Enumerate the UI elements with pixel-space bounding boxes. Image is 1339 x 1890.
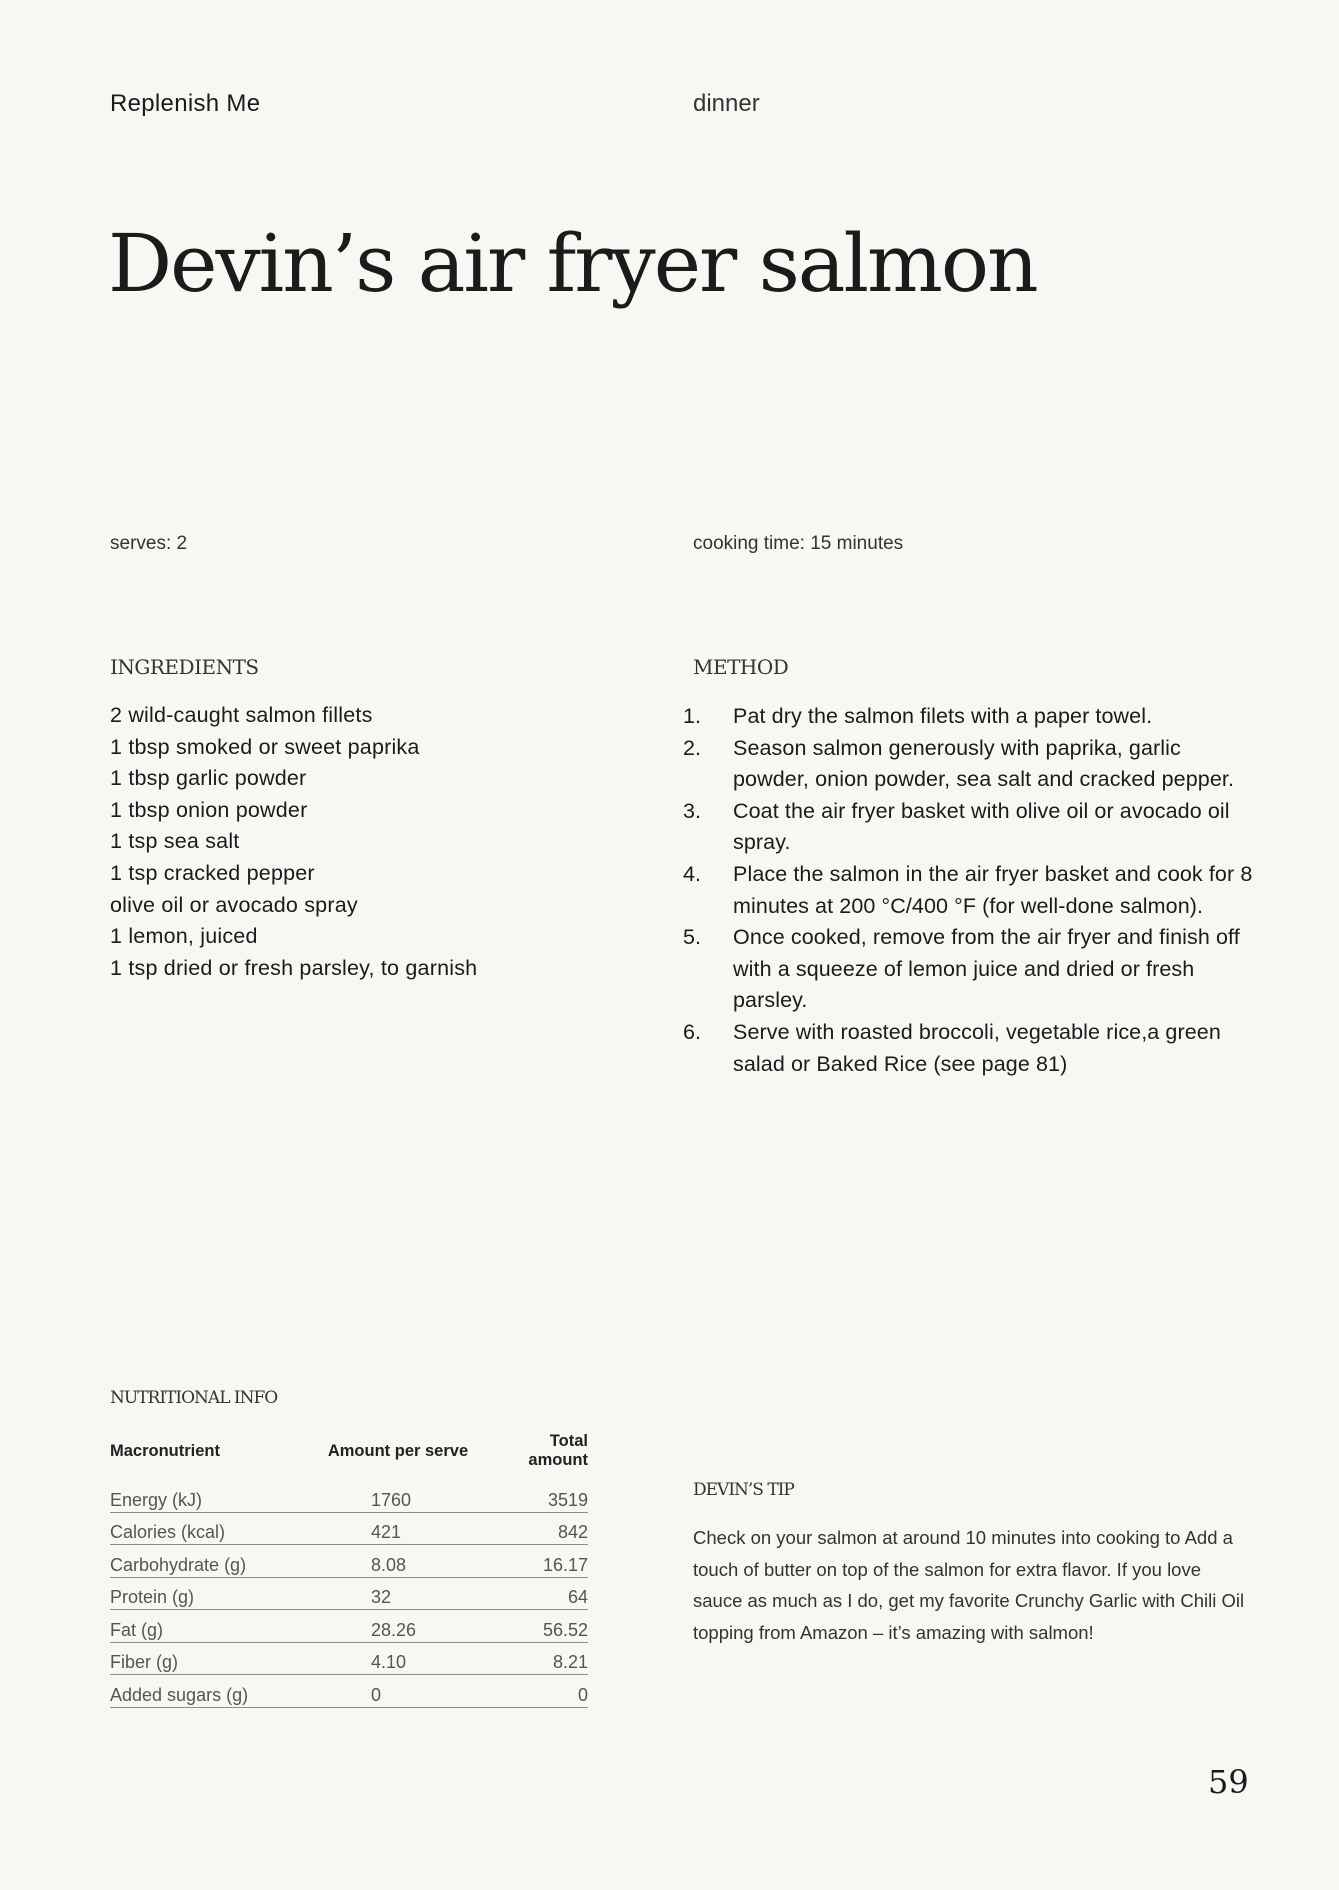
- total-amount: 8.21: [501, 1642, 588, 1675]
- column-header: Total amount: [528, 1432, 588, 1469]
- table-row: [110, 1480, 588, 1512]
- ingredient-item: 1 tsp dried or fresh parsley, to garnish: [110, 955, 478, 980]
- table-row: [110, 1512, 588, 1545]
- table-row: [110, 1610, 588, 1643]
- total-amount: 64: [501, 1577, 588, 1610]
- ingredient-item: 1 tbsp onion powder: [110, 797, 308, 822]
- step-text: Coat the air fryer basket with olive oil or avocado oil spray.: [733, 798, 1230, 855]
- nutrient-name: Carbohydrate (g): [110, 1545, 295, 1578]
- table-row: [110, 1577, 588, 1610]
- recipe-title: Devin’s air fryer salmon: [108, 217, 1037, 310]
- ingredient-item: 2 wild-caught salmon fillets: [110, 703, 373, 727]
- ingredients-list: [110, 700, 477, 984]
- cooking-time-label: cooking time: 15 minutes: [693, 533, 904, 554]
- nutrient-name: Energy (kJ): [110, 1480, 295, 1512]
- tip-text: Check on your salmon at around 10 minutes into cooking to Add a touch of butter on top of the salmon for extra flavor. If you love sauce as much as I do, get my favorite Crunchy Garlic with Chili Oil topping from Amazon – it’s amazing with salmon!: [693, 1527, 1245, 1643]
- step-text: Season salmon generously with paprika, garlic powder, onion powder, sea salt and cracked pepper.: [733, 735, 1235, 792]
- step-number: 1.: [683, 704, 702, 728]
- nutrition-table: [110, 1432, 588, 1708]
- ingredient-item: 1 lemon, juiced: [110, 924, 258, 949]
- amount-per-serve: 28.26: [295, 1610, 501, 1643]
- step-number: 5.: [683, 925, 702, 950]
- amount-per-serve: 8.08: [295, 1545, 501, 1578]
- step-number: 4.: [683, 861, 702, 886]
- ingredient-item: 1 tbsp garlic powder: [110, 766, 307, 791]
- total-amount: 0: [501, 1675, 588, 1708]
- method-step: [683, 733, 1253, 796]
- brand-name: Replenish Me: [110, 90, 261, 117]
- nutrient-name: Added sugars (g): [110, 1675, 295, 1708]
- step-text: Once cooked, remove from the air fryer and finish off with a squeeze of lemon juice and dried or fresh parsley.: [733, 925, 1240, 1013]
- nutrient-name: Protein (g): [110, 1577, 295, 1610]
- ingredient-item: 1 tsp cracked pepper: [110, 860, 315, 885]
- step-number: 3.: [683, 798, 702, 823]
- amount-per-serve: 4.10: [295, 1642, 501, 1675]
- nutrient-name: Fiber (g): [110, 1642, 295, 1675]
- amount-per-serve: 1760: [295, 1480, 501, 1512]
- method-heading: METHOD: [693, 655, 789, 679]
- total-amount: 842: [501, 1512, 588, 1545]
- step-text: Serve with roasted broccoli, vegetable rice,a green salad or Baked Rice (see page 81): [733, 1019, 1221, 1076]
- nutrition-heading: NUTRITIONAL INFO: [110, 1388, 278, 1408]
- total-amount: 56.52: [501, 1610, 588, 1643]
- ingredient-item: 1 tbsp smoked or sweet paprika: [110, 734, 420, 759]
- table-row: [110, 1675, 588, 1708]
- amount-per-serve: 0: [295, 1675, 501, 1708]
- table-row: [110, 1642, 588, 1675]
- nutrient-name: Calories (kcal): [110, 1512, 295, 1545]
- step-number: 2.: [683, 735, 702, 760]
- category-label: dinner: [693, 90, 760, 117]
- total-amount: 3519: [501, 1480, 588, 1512]
- amount-per-serve: 32: [295, 1577, 501, 1610]
- column-header: Amount per serve: [327, 1441, 469, 1460]
- method-step: [683, 859, 1253, 922]
- step-text: Pat dry the salmon filets with a paper towel.: [733, 704, 1153, 728]
- ingredient-item: 1 tsp sea salt: [110, 829, 240, 854]
- method-step: [683, 922, 1253, 1017]
- page-number: 59: [1208, 1763, 1249, 1801]
- method-list: [683, 701, 1253, 1080]
- ingredient-item: olive oil or avocado spray: [110, 892, 358, 917]
- table-header-row: [110, 1432, 588, 1480]
- column-header: Macronutrient: [110, 1441, 221, 1460]
- step-number: 6.: [683, 1019, 702, 1044]
- tip-heading: DEVIN’S TIP: [693, 1480, 794, 1500]
- amount-per-serve: 421: [295, 1512, 501, 1545]
- method-step: [683, 796, 1253, 859]
- method-step: [683, 1017, 1253, 1080]
- serves-label: serves: 2: [110, 533, 188, 554]
- step-text: Place the salmon in the air fryer basket and cook for 8 minutes at 200 °C/400 °F (for well-done salmon).: [733, 861, 1253, 918]
- table-row: [110, 1545, 588, 1578]
- ingredients-heading: INGREDIENTS: [110, 655, 259, 679]
- nutrient-name: Fat (g): [110, 1610, 295, 1643]
- method-step: [683, 701, 1253, 733]
- total-amount: 16.17: [501, 1545, 588, 1578]
